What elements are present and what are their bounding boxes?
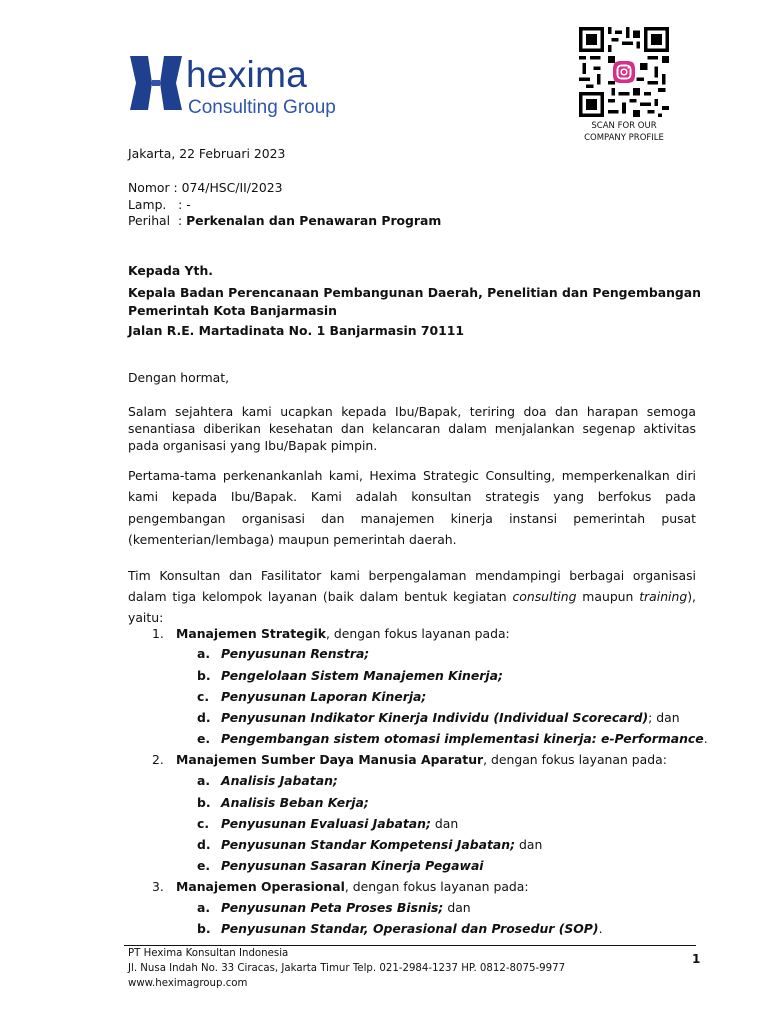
footer-website[interactable]: www.heximagroup.com <box>128 978 248 989</box>
list-item-letter: e. <box>197 731 211 746</box>
recipient-line: Jalan R.E. Martadinata No. 1 Banjarmasin 70111 <box>128 323 464 338</box>
list-item-text: Penyusunan Standar, Operasional dan Prosedur (SOP) <box>221 921 599 936</box>
list-item <box>197 710 680 726</box>
list-item <box>197 773 338 789</box>
list-item <box>197 858 484 874</box>
service-suffix: , dengan fokus layanan pada: <box>325 626 510 641</box>
list-item-tail: . <box>598 921 603 936</box>
list-item-text: Penyusunan Indikator Kinerja Individu (Individual Scorecard) <box>221 710 649 725</box>
list-item-text: Analisis Jabatan; <box>221 773 338 788</box>
list-item-letter: b. <box>197 921 211 936</box>
subject-label: Perihal : <box>128 213 187 228</box>
logo-subtitle: Consulting Group <box>188 97 336 118</box>
list-item-letter: a. <box>197 773 211 788</box>
list-item-tail: dan <box>430 816 459 831</box>
list-item <box>197 837 542 853</box>
list-item-letter: a. <box>197 900 211 915</box>
paragraph-2-text: Pertama-tama perkenankanlah kami, Hexima Strategic Consulting, memperkenalkan diri kami kepada Ibu/Bapak. Kami adalah konsultan strategis yang berfokus pada pengembangan organisasi dan manajemen kinerja instansi pemerintah pusat (kementerian/lembaga) maupun pemerintah daerah. <box>128 468 696 547</box>
paragraph-2 <box>128 465 696 550</box>
list-item-text: Penyusunan Laporan Kinerja; <box>221 689 427 704</box>
footer-address: Jl. Nusa Indah No. 33 Ciracas, Jakarta Timur Telp. 021-2984-1237 HP. 0812-8075-9977 <box>128 963 566 974</box>
service-group-1 <box>152 626 510 642</box>
list-item-letter: b. <box>197 795 211 810</box>
page-number: 1 <box>692 952 701 966</box>
paragraph-3-part: Tim Konsultan dan Fasilitator kami berpengalaman mendampingi berbagai organisasi dalam tiga kelompok layanan (baik dalam bentuk kegiatan <box>128 568 696 604</box>
list-item-text: Pengembangan sistem otomasi implementasi kinerja: e-Performance <box>221 731 704 746</box>
paragraph-1 <box>128 403 696 454</box>
list-item-tail: ; dan <box>648 710 680 725</box>
list-item <box>197 646 369 662</box>
list-item <box>197 900 471 916</box>
recipient-line: Kepada Yth. <box>128 263 213 278</box>
list-item-text: Penyusunan Evaluasi Jabatan; <box>221 816 431 831</box>
service-suffix: , dengan fokus layanan pada: <box>483 752 667 767</box>
paragraph-3-part: maupun <box>576 589 640 604</box>
list-item <box>197 689 426 705</box>
paragraph-3 <box>128 565 696 628</box>
list-item <box>197 921 603 937</box>
service-group-2 <box>152 752 667 768</box>
attachment-line: Lamp. : - <box>128 197 191 212</box>
list-item-letter: d. <box>197 837 211 852</box>
list-item-tail: dan <box>515 837 543 852</box>
place-date: Jakarta, 22 Februari 2023 <box>128 146 286 161</box>
list-item-text: Penyusunan Renstra; <box>221 646 370 661</box>
service-title: Manajemen Sumber Daya Manusia Aparatur <box>176 752 484 767</box>
paragraph-3-text <box>128 565 696 628</box>
list-item-text: Analisis Beban Kerja; <box>221 795 369 810</box>
list-item-letter: b. <box>197 668 211 683</box>
list-item-letter: e. <box>197 858 211 873</box>
paragraph-3-italic: training <box>639 589 688 604</box>
paragraph-3-italic: consulting <box>512 589 577 604</box>
list-item-letter: c. <box>197 689 210 704</box>
recipient-line: Kepala Badan Perencanaan Pembangunan Daerah, Penelitian dan Pengembangan <box>128 285 701 300</box>
list-item-letter: a. <box>197 646 211 661</box>
service-group-3 <box>152 879 529 895</box>
subject-line <box>128 213 441 229</box>
list-item <box>197 731 708 747</box>
list-item <box>197 795 369 811</box>
list-item-text: Penyusunan Peta Proses Bisnis; <box>221 900 444 915</box>
list-item-letter: c. <box>197 816 210 831</box>
logo-wordmark: hexima <box>186 54 308 95</box>
list-item <box>197 668 503 684</box>
service-title: Manajemen Strategik <box>176 626 326 641</box>
list-item-tail: dan <box>443 900 471 915</box>
list-item-tail: . <box>703 731 708 746</box>
qr-code-icon[interactable] <box>579 27 669 117</box>
subject-value: Perkenalan dan Penawaran Program <box>186 213 442 228</box>
qr-caption <box>566 120 682 144</box>
qr-caption-line1: SCAN FOR OUR <box>591 121 657 131</box>
list-item <box>197 816 458 832</box>
service-number: 2. <box>152 752 164 767</box>
letter-number: Nomor : 074/HSC/II/2023 <box>128 180 283 195</box>
service-title: Manajemen Operasional <box>176 879 345 894</box>
service-number: 3. <box>152 879 164 894</box>
qr-caption-line2: COMPANY PROFILE <box>584 133 664 143</box>
recipient-line: Pemerintah Kota Banjarmasin <box>128 303 337 318</box>
service-suffix: , dengan fokus layanan pada: <box>344 879 529 894</box>
paragraph-1-text: Salam sejahtera kami ucapkan kepada Ibu/Bapak, teriring doa dan harapan semoga senantiasa diberikan kesehatan dan kelancaran dalam menjalankan segenap aktivitas pada organisasi yang Ibu/Bapak pimpin. <box>128 404 696 453</box>
list-item-letter: d. <box>197 710 211 725</box>
service-number: 1. <box>152 626 164 641</box>
list-item-text: Penyusunan Standar Kompetensi Jabatan; <box>221 837 516 852</box>
list-item-text: Penyusunan Sasaran Kinerja Pegawai <box>221 858 484 873</box>
hexima-logo-mark-icon <box>128 54 184 112</box>
list-item-text: Pengelolaan Sistem Manajemen Kinerja; <box>221 668 503 683</box>
footer-company: PT Hexima Konsultan Indonesia <box>128 948 289 959</box>
greeting: Dengan hormat, <box>128 370 230 385</box>
company-logo <box>128 50 368 120</box>
paragraph-3-part: ), yaitu: <box>128 589 696 625</box>
